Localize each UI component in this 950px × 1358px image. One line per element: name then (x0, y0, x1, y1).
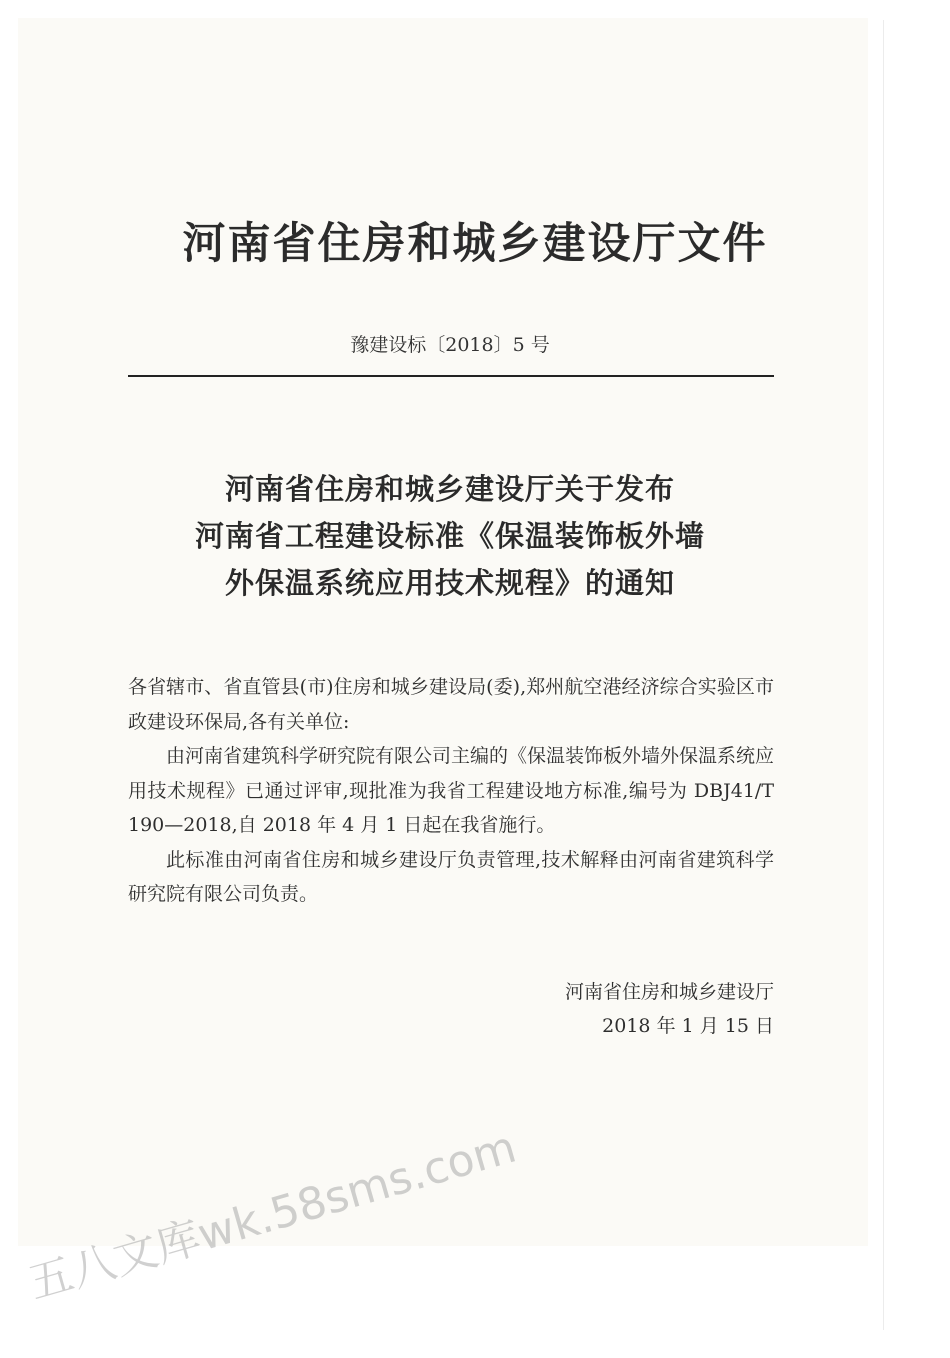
notice-title (0, 466, 900, 607)
watermark: 五八文库wk.58sms.com (23, 1121, 522, 1310)
signature-date: 2018 年 1 月 15 日 (602, 1015, 774, 1037)
issuing-authority-header: 河南省住房和城乡建设厅文件 (182, 219, 768, 269)
notice-title-line-3: 外保温系统应用技术规程》的通知 (224, 566, 675, 600)
notice-title-line-1: 河南省住房和城乡建设厅关于发布 (224, 472, 675, 506)
notice-title-line-2: 河南省工程建设标准《保温装饰板外墙 (194, 519, 705, 553)
header-divider (128, 375, 774, 377)
document-page (18, 18, 868, 1246)
notice-body (128, 670, 774, 912)
body-paragraph-1: 由河南省建筑科学研究院有限公司主编的《保温装饰板外墙外保温系统应用技术规程》已通过评审,现批准为我省工程建设地方标准,编号为 DBJ41/T 190—2018,自 2018 年 4 月 1 日起在我省施行。 (128, 745, 775, 836)
addressee: 各省辖市、省直管县(市)住房和城乡建设局(委),郑州航空港经济综合实验区市政建设环保局,各有关单位: (128, 676, 774, 733)
document-number: 豫建设标〔2018〕5 号 (350, 334, 550, 356)
signature-block (128, 975, 774, 1043)
signature-authority: 河南省住房和城乡建设厅 (564, 981, 774, 1003)
body-paragraph-2: 此标准由河南省住房和城乡建设厅负责管理,技术解释由河南省建筑科学研究院有限公司负责。 (128, 848, 774, 905)
